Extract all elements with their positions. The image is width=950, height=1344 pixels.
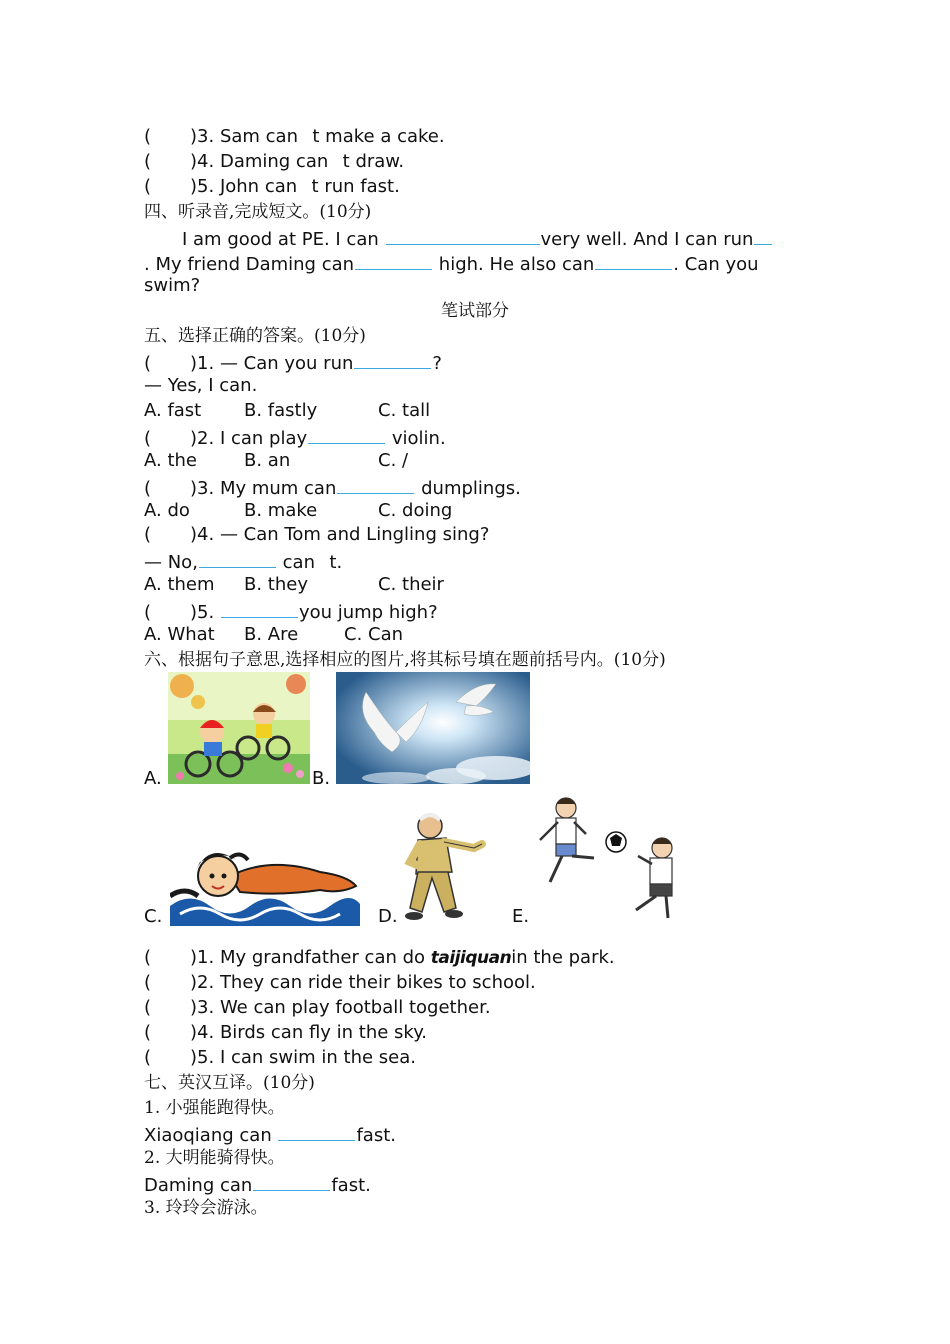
s5-q3-options <box>144 500 452 522</box>
answer-paren[interactable]: ( <box>144 1047 152 1068</box>
s5-q3: ( )3. My mum can dumplings. <box>144 475 521 500</box>
s6-item-1: ( )1. My grandfather can do taijiquanin the park. <box>144 947 615 968</box>
option-a[interactable]: A. fast <box>144 400 202 421</box>
option-a[interactable]: A. the <box>144 450 197 471</box>
fill-blank[interactable] <box>354 350 431 369</box>
fill-blank[interactable] <box>221 599 298 618</box>
fill-blank[interactable] <box>199 549 276 568</box>
written-part-title: 笔试部分 <box>441 301 509 321</box>
option-b[interactable]: B. they <box>244 574 308 595</box>
answer-paren[interactable]: ( <box>144 478 152 499</box>
answer-paren[interactable]: ( <box>144 126 152 147</box>
fill-blank[interactable] <box>595 251 672 270</box>
s7-item-2-cn: 2. 大明能骑得快。 <box>144 1148 285 1168</box>
fill-blank[interactable] <box>337 475 414 494</box>
option-c[interactable]: C. their <box>378 574 444 595</box>
answer-paren[interactable]: ( <box>144 353 152 374</box>
s5-q5: ( )5. you jump high? <box>144 599 438 624</box>
s5-q1: ( )1. — Can you run ? <box>144 350 442 375</box>
s7-item-3-cn: 3. 玲玲会游泳。 <box>144 1198 268 1218</box>
option-b[interactable]: B. Are <box>244 624 299 645</box>
section7-heading: 七、英汉互译。(10分) <box>144 1073 315 1093</box>
answer-paren[interactable]: ( <box>144 151 152 172</box>
section6-heading: 六、根据句子意思,选择相应的图片,将其标号填在题前括号内。(10分) <box>144 650 666 670</box>
section4-line3: swim? <box>144 275 201 296</box>
s5-q4: ( )4. — Can Tom and Lingling sing? <box>144 524 490 545</box>
swimming-picture[interactable] <box>170 836 360 926</box>
section4-line1: I am good at PE. I can very well. And I can run <box>182 226 773 251</box>
fill-blank[interactable] <box>386 226 540 245</box>
s6-item-3: ( )3. We can play football together. <box>144 997 491 1018</box>
option-c[interactable]: C. Can <box>344 624 404 645</box>
s6-item-5: ( )5. I can swim in the sea. <box>144 1047 416 1068</box>
picture-label-b: B. <box>312 768 331 789</box>
answer-paren[interactable]: ( <box>144 602 152 623</box>
answer-paren[interactable]: ( <box>144 972 152 993</box>
fill-blank[interactable] <box>278 1122 355 1141</box>
answer-paren[interactable]: ( <box>144 524 152 545</box>
option-b[interactable]: B. an <box>244 450 291 471</box>
taijiquan-word: taijiquan <box>430 948 512 968</box>
option-a[interactable]: A. What <box>144 624 215 645</box>
fill-blank[interactable] <box>308 425 385 444</box>
listening-item-4: ( )4. Daming cant draw. <box>144 151 405 172</box>
option-a[interactable]: A. do <box>144 500 190 521</box>
fill-blank[interactable] <box>754 226 772 245</box>
option-c[interactable]: C. / <box>378 450 409 471</box>
answer-paren[interactable]: ( <box>144 428 152 449</box>
picture-label-d: D. <box>378 906 398 927</box>
option-b[interactable]: B. make <box>244 500 318 521</box>
s5-q2-options <box>144 450 408 472</box>
s6-item-2: ( )2. They can ride their bikes to school. <box>144 972 536 993</box>
answer-paren[interactable]: ( <box>144 947 152 968</box>
option-a[interactable]: A. them <box>144 574 215 595</box>
s5-q1-options <box>144 400 430 422</box>
fill-blank[interactable] <box>253 1172 330 1191</box>
fill-blank[interactable] <box>355 251 432 270</box>
picture-label-a: A. <box>144 768 162 789</box>
s7-item-2-en: Daming can fast. <box>144 1172 371 1197</box>
listening-item-3: ( )3. Sam cant make a cake. <box>144 126 445 147</box>
option-c[interactable]: C. doing <box>378 500 453 521</box>
s7-item-1-en: Xiaoqiang can fast. <box>144 1122 396 1147</box>
answer-paren[interactable]: ( <box>144 997 152 1018</box>
birds-sky-picture[interactable] <box>336 672 530 784</box>
listening-item-5: ( )5. John cant run fast. <box>144 176 400 197</box>
s5-q2: ( )2. I can play violin. <box>144 425 446 450</box>
s5-q1-reply: — Yes, I can. <box>144 375 258 396</box>
section4-line2: . My friend Daming can high. He also can . Can you <box>144 251 759 276</box>
option-b[interactable]: B. fastly <box>244 400 318 421</box>
s6-item-4: ( )4. Birds can fly in the sky. <box>144 1022 428 1043</box>
section5-heading: 五、选择正确的答案。(10分) <box>144 326 366 346</box>
answer-paren[interactable]: ( <box>144 1022 152 1043</box>
taijiquan-picture[interactable] <box>400 808 488 924</box>
picture-label-e: E. <box>512 906 530 927</box>
bike-riding-picture[interactable] <box>168 672 310 784</box>
football-picture[interactable] <box>532 794 684 924</box>
s5-q4-options <box>144 574 444 596</box>
picture-label-c: C. <box>144 906 163 927</box>
option-c[interactable]: C. tall <box>378 400 431 421</box>
section4-heading: 四、听录音,完成短文。(10分) <box>144 202 372 222</box>
s5-q5-options <box>144 624 403 646</box>
s5-q4-reply: — No, cant. <box>144 549 342 574</box>
answer-paren[interactable]: ( <box>144 176 152 197</box>
s7-item-1-cn: 1. 小强能跑得快。 <box>144 1098 285 1118</box>
